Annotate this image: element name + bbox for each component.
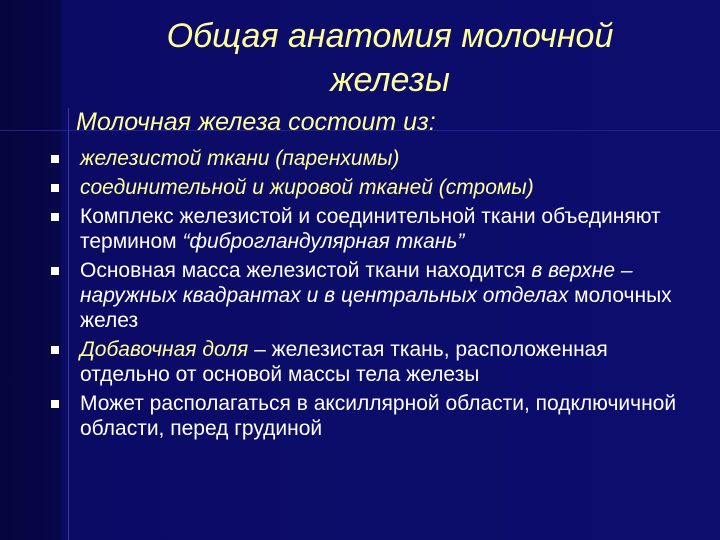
list-item <box>48 175 698 200</box>
list-item <box>48 204 698 254</box>
list-item <box>48 258 698 333</box>
square-bullet-icon <box>51 155 59 163</box>
bullet-text: Основная масса железистой ткани находится <box>80 259 532 282</box>
slide-subtitle: Молочная железа состоит из: <box>76 108 436 136</box>
bullet-text: железистой ткани (паренхимы) <box>80 147 400 170</box>
square-bullet-icon <box>51 213 59 221</box>
square-bullet-icon <box>51 267 59 275</box>
title-line-1: Общая анатомия молочной <box>166 17 614 55</box>
bullet-emphasis: Добавочная доля <box>80 338 249 361</box>
square-bullet-icon <box>51 184 59 192</box>
square-bullet-icon <box>51 400 59 408</box>
bullet-text-after: – железистая ткань, расположенная отдельно от основой массы тела железы <box>80 338 608 386</box>
list-item <box>48 391 698 441</box>
bullet-list <box>48 146 698 445</box>
list-item <box>48 146 698 171</box>
title-line-2: железы <box>330 61 450 99</box>
bullet-emphasis: “фиброгландулярная ткань” <box>182 230 465 253</box>
slide-title <box>120 14 660 102</box>
bullet-text: Может располагаться в аксиллярной области, подключичной области, перед грудиной <box>80 392 677 440</box>
bullet-text: соединительной и жировой тканей (стромы) <box>80 176 534 199</box>
bullet-text: Комплекс железистой и соединительной ткани объединяют термином <box>80 205 661 253</box>
list-item <box>48 337 698 387</box>
square-bullet-icon <box>51 346 59 354</box>
bullet-text-after: молочных желез <box>80 284 672 332</box>
bullet-emphasis: в верхне – наружных квадрантах и в центральных отделах <box>80 259 633 307</box>
